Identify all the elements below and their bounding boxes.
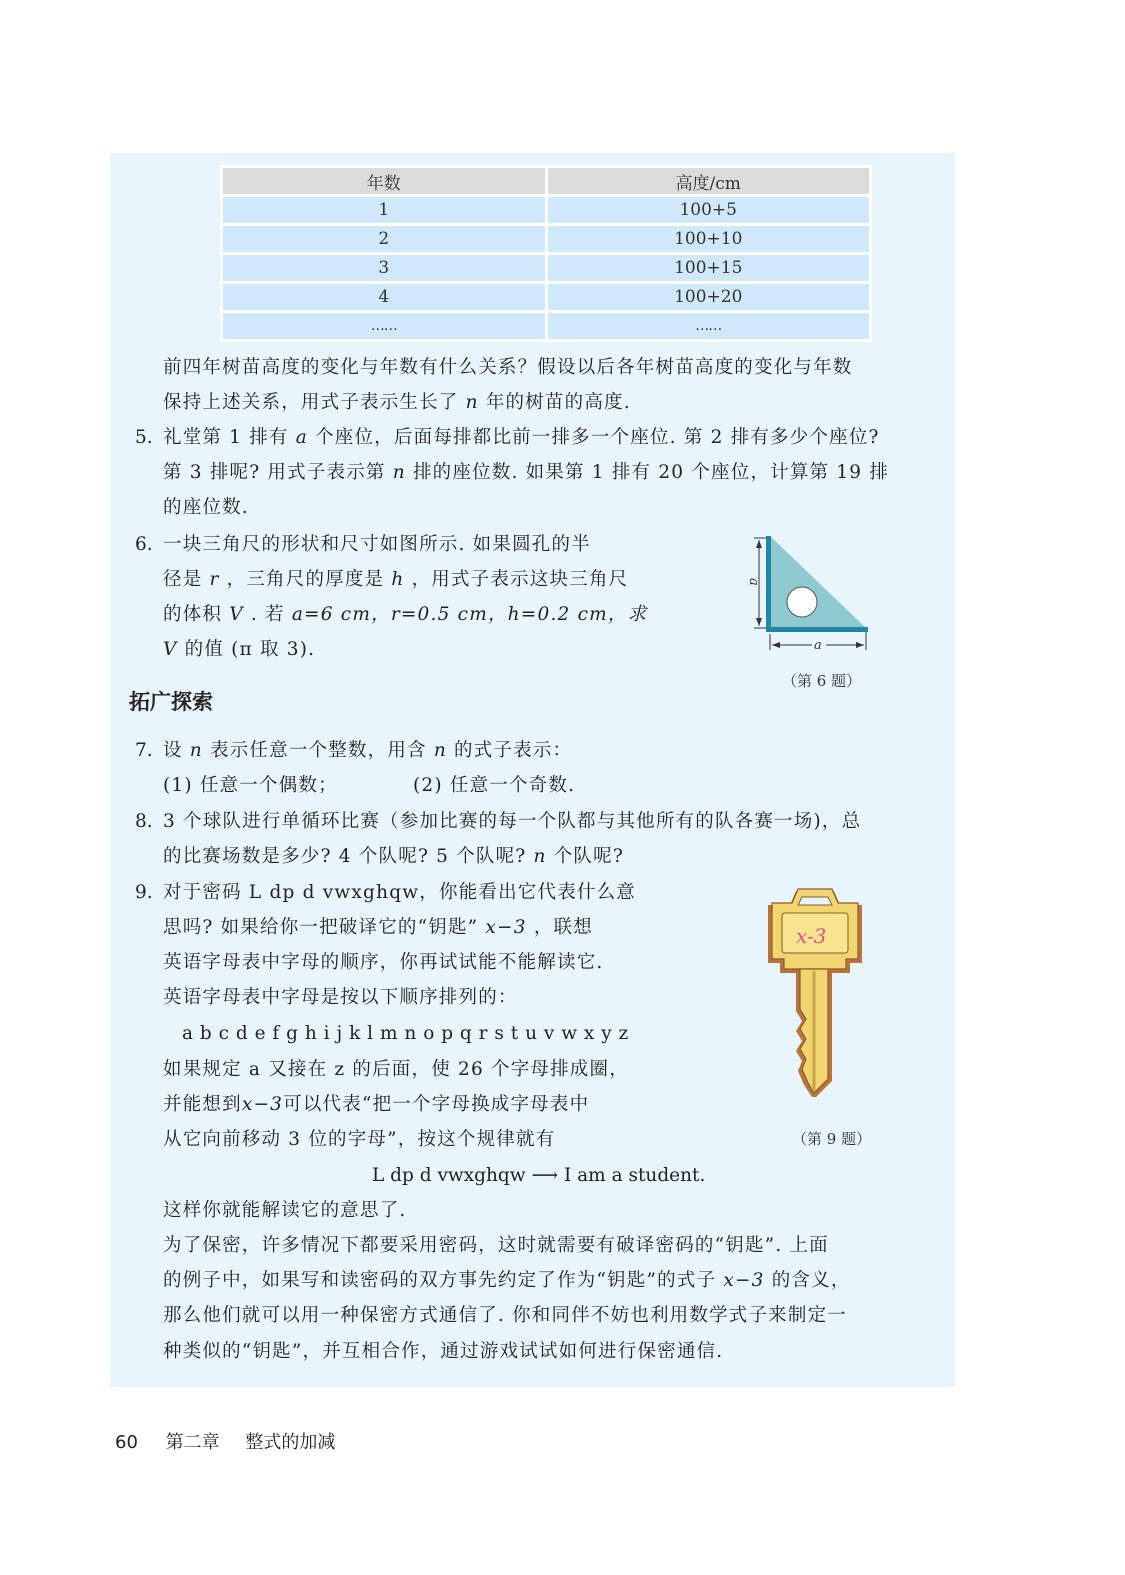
variable-n: n xyxy=(392,462,406,483)
figure9-caption: （第 9 题） xyxy=(792,1130,872,1148)
chapter-title: 整式的加减 xyxy=(245,1432,336,1453)
problem9-line5: 如果规定 a 又接在 z 的后面，使 26 个字母排成圈， xyxy=(163,1059,629,1080)
chapter-label: 第二章 xyxy=(165,1432,220,1453)
cell-year: 4 xyxy=(223,284,545,310)
header-height: 高度/cm xyxy=(548,168,870,194)
problem9-para1: 为了保密，许多情况下都要采用密码，这时就需要有破译密码的“钥匙”. 上面 xyxy=(163,1235,829,1256)
problem9-number: 9. xyxy=(135,882,153,903)
svg-text:x-3: x-3 xyxy=(796,924,827,948)
problem9-line1: 对于密码 L dp d vwxghqw，你能看出它代表什么意 xyxy=(163,882,636,903)
problem9-para2: 的例子中，如果写和读密码的双方事先约定了作为“钥匙”的式子 x−3 的含义， xyxy=(163,1270,851,1291)
problem9-line2: 思吗? 如果给你一把破译它的“钥匙” x−3 ，联想 xyxy=(163,917,593,938)
cell-height: 100+15 xyxy=(548,255,870,281)
cell-height: 100+20 xyxy=(548,284,870,310)
problem6-line4: V 的值 (π 取 3). xyxy=(163,639,316,660)
table-row xyxy=(223,284,869,310)
arrow-icon: ⟶ xyxy=(531,1165,559,1186)
problem8-number: 8. xyxy=(135,811,153,832)
plain-text: I am a student. xyxy=(563,1165,706,1186)
cell-height-ellipsis: …… xyxy=(548,313,870,339)
problem7-part2: (2) 任意一个奇数. xyxy=(413,775,576,796)
problem8-line2: 的比赛场数是多少? 4 个队呢? 5 个队呢? n 个队呢? xyxy=(163,846,624,867)
problem7-part1: (1) 任意一个偶数； xyxy=(163,775,338,796)
problem9-line3: 英语字母表中字母的顺序，你再试试能不能解读它. xyxy=(163,952,604,973)
figure6-caption: （第 6 题） xyxy=(782,672,862,690)
problem7-line1: 设 n 表示任意一个整数，用含 n 的式子表示： xyxy=(163,740,573,761)
problem5-line1: 礼堂第 1 排有 a 个座位，后面每排都比前一排多一个座位. 第 2 排有多少个座位? xyxy=(163,427,880,448)
problem9-para4: 种类似的“钥匙”，并互相合作，通过游戏试试如何进行保密通信. xyxy=(163,1341,724,1362)
key-icon xyxy=(760,885,870,1110)
table-row xyxy=(223,313,869,339)
cipher-text: L dp d vwxghqw xyxy=(372,1165,526,1186)
svg-text:a: a xyxy=(746,578,761,586)
problem7-number: 7. xyxy=(135,740,153,761)
problem9-line6: 并能想到x−3可以代表“把一个字母换成字母表中 xyxy=(163,1094,590,1115)
cell-height: 100+10 xyxy=(548,226,870,252)
table-row xyxy=(223,197,869,223)
svg-text:a: a xyxy=(814,638,822,653)
variable-a: a xyxy=(295,427,308,448)
section-heading: 拓广探索 xyxy=(129,690,213,714)
cipher-decode-line xyxy=(372,1158,705,1193)
table-row xyxy=(223,226,869,252)
problem5-line2: 第 3 排呢? 用式子表示第 n 排的座位数. 如果第 1 排有 20 个座位，计算第 19 排 xyxy=(163,462,890,483)
cell-year: 2 xyxy=(223,226,545,252)
problem6-line2: 径是 r ，三角尺的厚度是 h ，用式子表示这块三角尺 xyxy=(163,569,629,590)
problem9-para3: 那么他们就可以用一种保密方式通信了. 你和同伴不妨也利用数学式子来制定一 xyxy=(163,1305,847,1326)
cell-height: 100+5 xyxy=(548,197,870,223)
problem9-line8: 这样你就能解读它的意思了. xyxy=(163,1200,407,1221)
problem9-line4: 英语字母表中字母是按以下顺序排列的： xyxy=(163,987,518,1008)
cell-year: 3 xyxy=(223,255,545,281)
triangle-ruler-figure xyxy=(742,530,877,660)
page-footer xyxy=(115,1428,355,1454)
problem5-line3: 的座位数. xyxy=(163,497,249,518)
problem6-number: 6. xyxy=(135,534,153,555)
problem6-line1: 一块三角尺的形状和尺寸如图所示. 如果圆孔的半 xyxy=(163,534,591,555)
cell-year: 1 xyxy=(223,197,545,223)
problem6-line3: 的体积 V . 若 a=6 cm，r=0.5 cm，h=0.2 cm，求 xyxy=(163,604,648,625)
variable-n: n xyxy=(465,392,479,413)
problem9-line7: 从它向前移动 3 位的字母”，按这个规律就有 xyxy=(163,1129,556,1150)
header-years: 年数 xyxy=(223,168,545,194)
page-number: 60 xyxy=(115,1432,138,1453)
problem4-line2: 保持上述关系，用式子表示生长了 n 年的树苗的高度. xyxy=(163,392,631,413)
table-row xyxy=(223,255,869,281)
cell-year-ellipsis: …… xyxy=(223,313,545,339)
table-header-row xyxy=(223,168,869,194)
problem5-number: 5. xyxy=(135,427,153,448)
tree-height-table xyxy=(220,165,872,342)
problem8-line1: 3 个球队进行单循环比赛（参加比赛的每一个队都与其他所有的队各赛一场)，总 xyxy=(163,811,862,832)
alphabet-line: a b c d e f g h i j k l m n o p q r s t u v w x y z xyxy=(182,1023,629,1044)
problem4-line1: 前四年树苗高度的变化与年数有什么关系？假设以后各年树苗高度的变化与年数 xyxy=(163,357,853,378)
